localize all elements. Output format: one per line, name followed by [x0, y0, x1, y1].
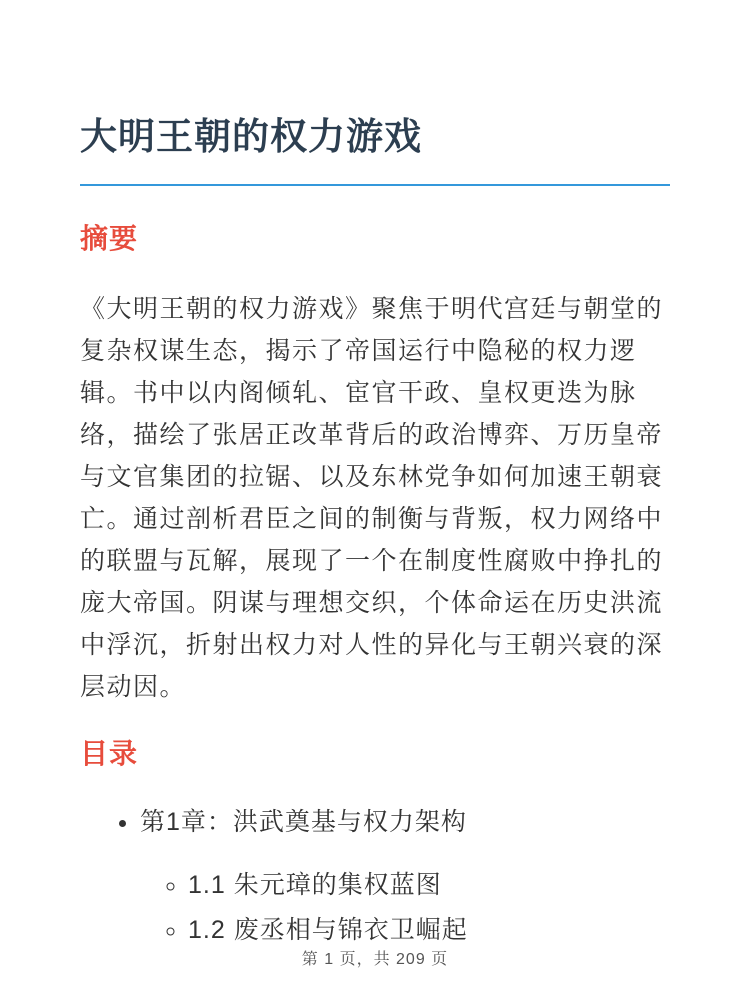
toc-chapter-label: 第1章：洪武奠基与权力架构: [140, 807, 467, 836]
page-title: 大明王朝的权力游戏: [80, 116, 422, 157]
toc-sublist: [140, 864, 670, 951]
toc-subitem: ◦ 1.1 朱元璋的集权蓝图: [188, 864, 670, 906]
toc-chapter-item: [140, 801, 670, 951]
page-number-indicator: 第 1 页，共 209 页: [301, 951, 449, 968]
toc-subitem: ◦ 1.2 废丞相与锦衣卫崛起: [188, 909, 670, 951]
toc-list: [80, 801, 670, 951]
abstract-heading: 摘要: [80, 222, 139, 254]
title-divider: [80, 184, 670, 186]
abstract-paragraph: 《大明王朝的权力游戏》聚焦于明代宫廷与朝堂的复杂权谋生态，揭示了帝国运行中隐秘的权力逻辑。书中以内阁倾轧、宦官干政、皇权更迭为脉络，描绘了张居正改革背后的政治博弈、万历皇帝与文官集团的拉锯、以及东林党争如何加速王朝衰亡。通过剖析君臣之间的制衡与背叛，权力网络中的联盟与瓦解，展现了一个在制度性腐败中挣扎的庞大帝国。阴谋与理想交织，个体命运在历史洪流中浮沉，折射出权力对人性的异化与王朝兴衰的深层动因。: [80, 294, 664, 701]
toc-heading: 目录: [80, 737, 139, 769]
